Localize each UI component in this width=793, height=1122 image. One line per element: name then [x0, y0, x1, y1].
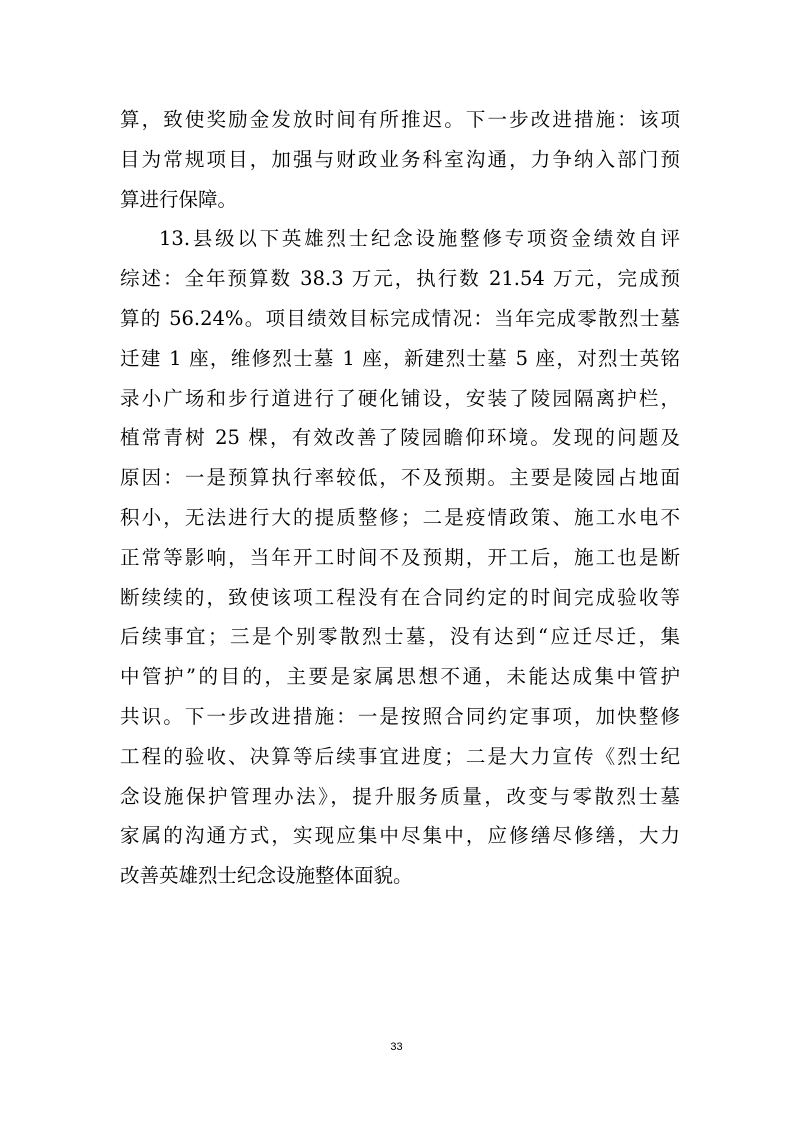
- text-line: 中管护”的目的，主要是家属思想不通，未能达成集中管护: [120, 665, 680, 689]
- text-line: 植常青树 25 棵，有效改善了陵园瞻仰环境。发现的问题及: [120, 426, 680, 450]
- text-line: 家属的沟通方式，实现应集中尽集中，应修缮尽修缮，大力: [120, 824, 680, 848]
- paragraph-continued: [120, 100, 680, 219]
- text-line: 断续续的，致使该项工程没有在合同约定的时间完成验收等: [120, 585, 680, 609]
- text-line: 改善英雄烈士纪念设施整体面貌。: [120, 864, 413, 888]
- text-line: 共识。下一步改进措施：一是按照合同约定事项，加快整修: [120, 704, 680, 728]
- text-line: 综述：全年预算数 38.3 万元，执行数 21.54 万元，完成预: [120, 267, 680, 291]
- text-line: 录小广场和步行道进行了硬化铺设，安装了陵园隔离护栏，: [120, 386, 680, 410]
- text-line: 13.县级以下英雄烈士纪念设施整修专项资金绩效自评: [159, 227, 680, 251]
- text-line: 正常等影响，当年开工时间不及预期，开工后，施工也是断: [120, 545, 680, 569]
- text-line: 原因：一是预算执行率较低，不及预期。主要是陵园占地面: [120, 466, 680, 490]
- text-line: 目为常规项目，加强与财政业务科室沟通，力争纳入部门预: [120, 147, 680, 171]
- text-line: 后续事宜；三是个别零散烈士墓，没有达到“应迁尽迁，集: [120, 625, 680, 649]
- text-line: 算，致使奖励金发放时间有所推迟。下一步改进措施：该项: [120, 108, 680, 131]
- text-line: 工程的验收、决算等后续事宜进度；二是大力宣传《烈士纪: [120, 744, 680, 768]
- page-number: 33: [390, 1041, 403, 1053]
- paragraph-13: [120, 219, 680, 896]
- text-line: 积小，无法进行大的提质整修；二是疫情政策、施工水电不: [120, 505, 680, 529]
- text-line: 念设施保护管理办法》，提升服务质量，改变与零散烈士墓: [120, 784, 680, 808]
- body-text: [120, 100, 680, 896]
- text-line: 算进行保障。: [120, 187, 238, 211]
- text-line: 迁建 1 座，维修烈士墓 1 座，新建烈士墓 5 座，对烈士英铭: [120, 346, 680, 370]
- text-line: 算的 56.24%。项目绩效目标完成情况：当年完成零散烈士墓: [120, 306, 680, 330]
